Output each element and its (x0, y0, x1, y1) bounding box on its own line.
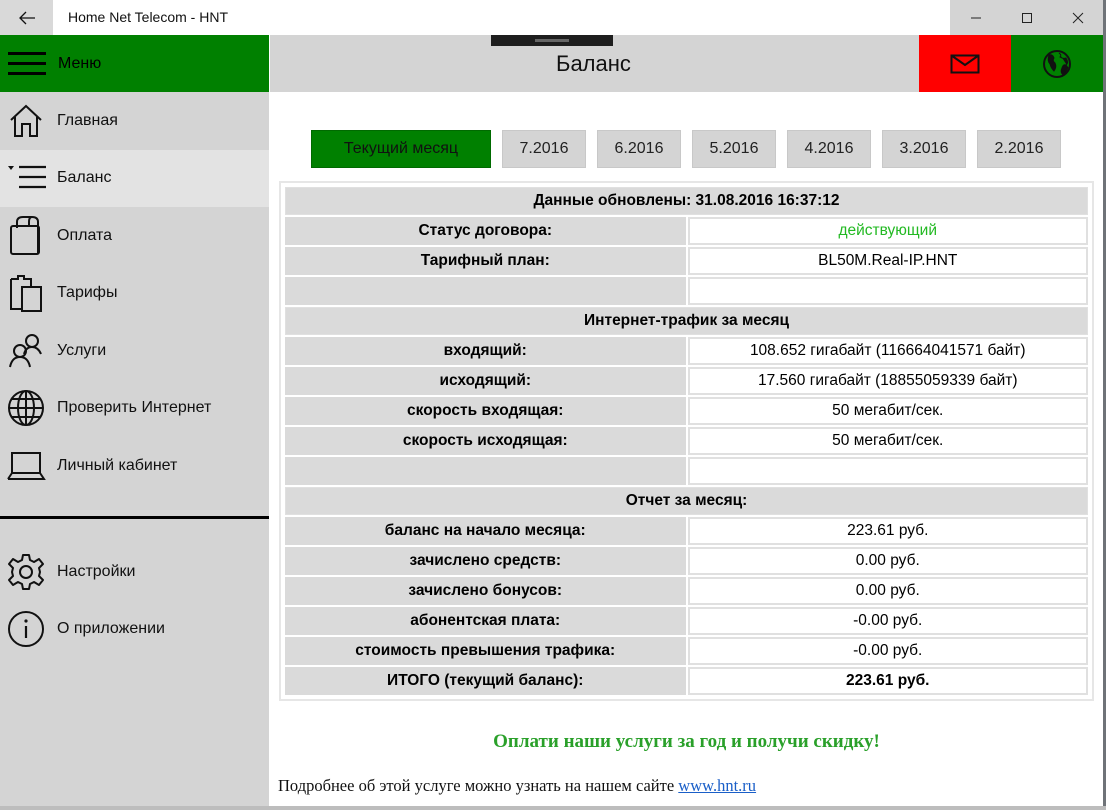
window-controls (950, 0, 1103, 35)
maximize-button[interactable] (1001, 0, 1052, 35)
table-row (285, 187, 1088, 215)
row-label: зачислено средств: (285, 547, 686, 575)
table-row (285, 487, 1088, 515)
sidebar-item-payment[interactable] (0, 207, 269, 265)
minimize-icon (970, 12, 982, 24)
sidebar-item-account[interactable] (0, 437, 269, 495)
table-row (285, 457, 1088, 485)
back-button[interactable] (0, 0, 53, 35)
globe-icon (1042, 49, 1072, 79)
sidebar-item-settings[interactable] (0, 543, 269, 601)
people-icon (6, 331, 46, 371)
page-title: Баланс (556, 51, 631, 76)
menu-toggle[interactable] (0, 35, 269, 92)
sidebar-bottom-nav (0, 543, 269, 658)
updated-timestamp: Данные обновлены: 31.08.2016 16:37:12 (285, 187, 1088, 215)
sidebar-item-about[interactable] (0, 601, 269, 659)
row-value: 223.61 руб. (688, 517, 1089, 545)
laptop-icon (6, 446, 46, 486)
row-label: стоимость превышения трафика: (285, 637, 686, 665)
table-row (285, 547, 1088, 575)
row-label: скорость входящая: (285, 397, 686, 425)
minimize-button[interactable] (950, 0, 1001, 35)
row-label: баланс на начало месяца: (285, 517, 686, 545)
tab-month[interactable]: 7.2016 (502, 130, 586, 168)
page-header (270, 35, 1103, 92)
tab-month[interactable]: 5.2016 (692, 130, 776, 168)
list-icon (6, 158, 46, 198)
sidebar-item-label: Настройки (57, 562, 136, 580)
app-title: Home Net Telecom - HNT (68, 9, 229, 25)
globe-icon (6, 388, 46, 428)
title-bar (0, 0, 1103, 35)
hamburger-icon (8, 52, 46, 76)
sidebar-item-label: Оплата (57, 226, 113, 244)
tab-month[interactable]: 4.2016 (787, 130, 871, 168)
sidebar-item-check-internet[interactable] (0, 380, 269, 438)
sidebar-item-label: Проверить Интернет (57, 399, 212, 417)
row-label: входящий: (285, 337, 686, 365)
sidebar-item-label: О приложении (57, 620, 165, 638)
sidebar (0, 35, 269, 806)
row-value: 0.00 руб. (688, 577, 1089, 605)
table-row (285, 217, 1088, 245)
clipboard-icon (6, 273, 46, 313)
table-row (285, 247, 1088, 275)
row-value: 50 мегабит/сек. (688, 397, 1089, 425)
empty-value (688, 457, 1089, 485)
row-value: 108.652 гигабайт (116664041571 байт) (688, 337, 1089, 365)
sidebar-divider (0, 516, 269, 519)
table-row (285, 607, 1088, 635)
row-value: -0.00 руб. (688, 637, 1089, 665)
close-button[interactable] (1052, 0, 1103, 35)
row-label: Статус договора: (285, 217, 686, 245)
empty-value (688, 277, 1089, 305)
row-value: 0.00 руб. (688, 547, 1089, 575)
tab-current-month[interactable]: Текущий месяц (311, 130, 491, 168)
promo-text: Оплати наши услуги за год и получи скидку! (493, 731, 880, 752)
traffic-header: Интернет-трафик за месяц (285, 307, 1088, 335)
gear-icon (6, 552, 46, 592)
table-row (285, 577, 1088, 605)
table-row (285, 367, 1088, 395)
more-info (278, 776, 756, 796)
mail-button[interactable] (919, 35, 1011, 92)
web-button[interactable] (1011, 35, 1103, 92)
row-label: исходящий: (285, 367, 686, 395)
row-label: Тарифный план: (285, 247, 686, 275)
sidebar-item-label: Тарифы (57, 284, 118, 302)
sidebar-item-balance[interactable] (0, 150, 269, 208)
tariff-value: BL50M.Real-IP.HNT (688, 247, 1089, 275)
background-window-edge (0, 806, 1106, 810)
table-row (285, 277, 1088, 305)
contract-status-value: действующий (688, 217, 1089, 245)
close-icon (1072, 12, 1084, 24)
maximize-icon (1021, 12, 1033, 24)
period-tabs (311, 130, 1061, 168)
tab-month[interactable]: 2.2016 (977, 130, 1061, 168)
total-value: 223.61 руб. (688, 667, 1089, 695)
table-row (285, 637, 1088, 665)
sidebar-item-label: Личный кабинет (57, 456, 178, 474)
website-link[interactable]: www.hnt.ru (678, 776, 757, 795)
balance-table (279, 181, 1094, 701)
empty-label (285, 277, 686, 305)
sidebar-item-label: Услуги (57, 341, 107, 359)
mail-icon (950, 54, 980, 74)
sidebar-item-label: Главная (57, 111, 118, 129)
row-value: 17.560 гигабайт (18855059339 байт) (688, 367, 1089, 395)
tab-month[interactable]: 6.2016 (597, 130, 681, 168)
tab-month[interactable]: 3.2016 (882, 130, 966, 168)
row-value: 50 мегабит/сек. (688, 427, 1089, 455)
row-label: зачислено бонусов: (285, 577, 686, 605)
more-info-text: Подробнее об этой услуге можно узнать на нашем сайте (278, 776, 675, 795)
table-row (285, 517, 1088, 545)
info-icon (6, 609, 46, 649)
row-label: абонентская плата: (285, 607, 686, 635)
shopping-bag-icon (6, 216, 46, 256)
sidebar-item-home[interactable] (0, 92, 269, 150)
menu-label: Меню (58, 54, 102, 72)
empty-label (285, 457, 686, 485)
sidebar-item-tariffs[interactable] (0, 265, 269, 323)
home-icon (6, 101, 46, 141)
table-row (285, 427, 1088, 455)
sidebar-item-label: Баланс (57, 169, 112, 187)
table-row (285, 307, 1088, 335)
report-header: Отчет за месяц: (285, 487, 1088, 515)
row-value: -0.00 руб. (688, 607, 1089, 635)
table-row (285, 397, 1088, 425)
balance-content (270, 92, 1103, 806)
drag-handle[interactable] (491, 35, 613, 46)
total-label: ИТОГО (текущий баланс): (285, 667, 686, 695)
sidebar-item-services[interactable] (0, 322, 269, 380)
row-label: скорость исходящая: (285, 427, 686, 455)
arrow-left-icon (18, 11, 36, 25)
table-row (285, 337, 1088, 365)
table-row (285, 667, 1088, 695)
